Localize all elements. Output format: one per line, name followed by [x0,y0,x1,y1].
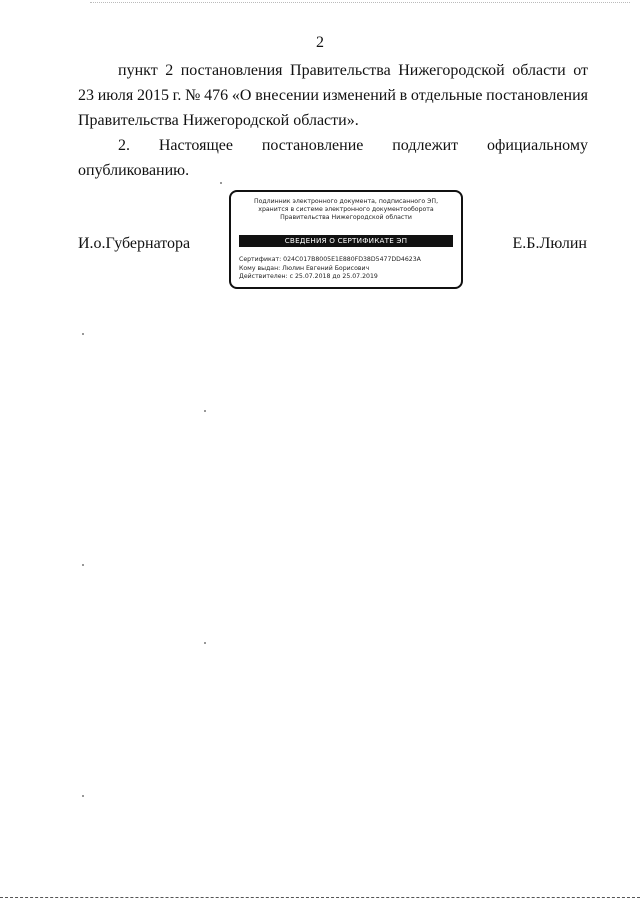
word: 2 [165,62,174,79]
scan-edge-bottom [0,897,640,898]
stamp-header-line: Подлинник электронного документа, подписанного ЭП, [253,198,439,205]
paragraph-1-line-1 [78,58,588,83]
signatory-name: Е.Б.Люлин [512,235,587,252]
stamp-header-line: Правительства Нижегородской области [280,214,412,221]
word: постановление [261,137,364,154]
stamp-header-line: хранится в системе электронного документооборота [258,206,434,213]
word: пункт [118,62,158,79]
paragraph-1 [78,58,588,133]
signatory-position: И.о.Губернатора [78,235,191,252]
word: Настоящее [158,137,233,154]
paragraph-2 [78,133,588,183]
word: Нижегородской [398,62,505,79]
scan-speck [82,564,84,566]
word: постановления [180,62,283,79]
word: 2015 [136,87,169,104]
word: постановления [486,87,588,104]
stamp-header [231,198,461,222]
stamp-issued-to: Кому выдан: Люлин Евгений Борисович [239,264,370,272]
word: подлежит [392,137,459,154]
word: г. [172,87,182,104]
electronic-signature-stamp [229,190,463,289]
scan-edge-top [90,2,630,3]
word: 23 [78,87,94,104]
word: отдельные [410,87,483,104]
scan-speck [82,333,84,335]
word: № [185,87,201,104]
scan-speck [220,182,222,184]
word: Правительства [290,62,391,79]
scan-speck [204,642,206,644]
word: 476 [204,87,229,104]
page-number: 2 [316,34,324,51]
word: в [399,87,408,104]
word: внесении [255,87,319,104]
word: июля [97,87,134,104]
word: официальному [487,137,588,154]
word: области [512,62,566,79]
paragraph-2-line-1 [78,133,588,158]
stamp-validity: Действителен: с 25.07.2018 до 25.07.2019 [239,273,378,280]
word: 2. [118,137,130,154]
word: «О [231,87,252,104]
paragraph-1-line-2 [78,83,588,108]
paragraph-2-line-2: опубликованию. [78,162,190,179]
word: от [573,62,588,79]
scan-speck [204,410,206,412]
scan-speck [82,795,84,797]
paragraph-1-line-3: Правительства Нижегородской области». [78,112,359,129]
stamp-certificate-banner: СВЕДЕНИЯ О СЕРТИФИКАТЕ ЭП [239,235,453,247]
stamp-details [239,256,421,282]
word: изменений [322,87,396,104]
stamp-certificate-number: Сертификат: 024C017B8005E1E880FD38D5477DD4623A [239,256,421,263]
